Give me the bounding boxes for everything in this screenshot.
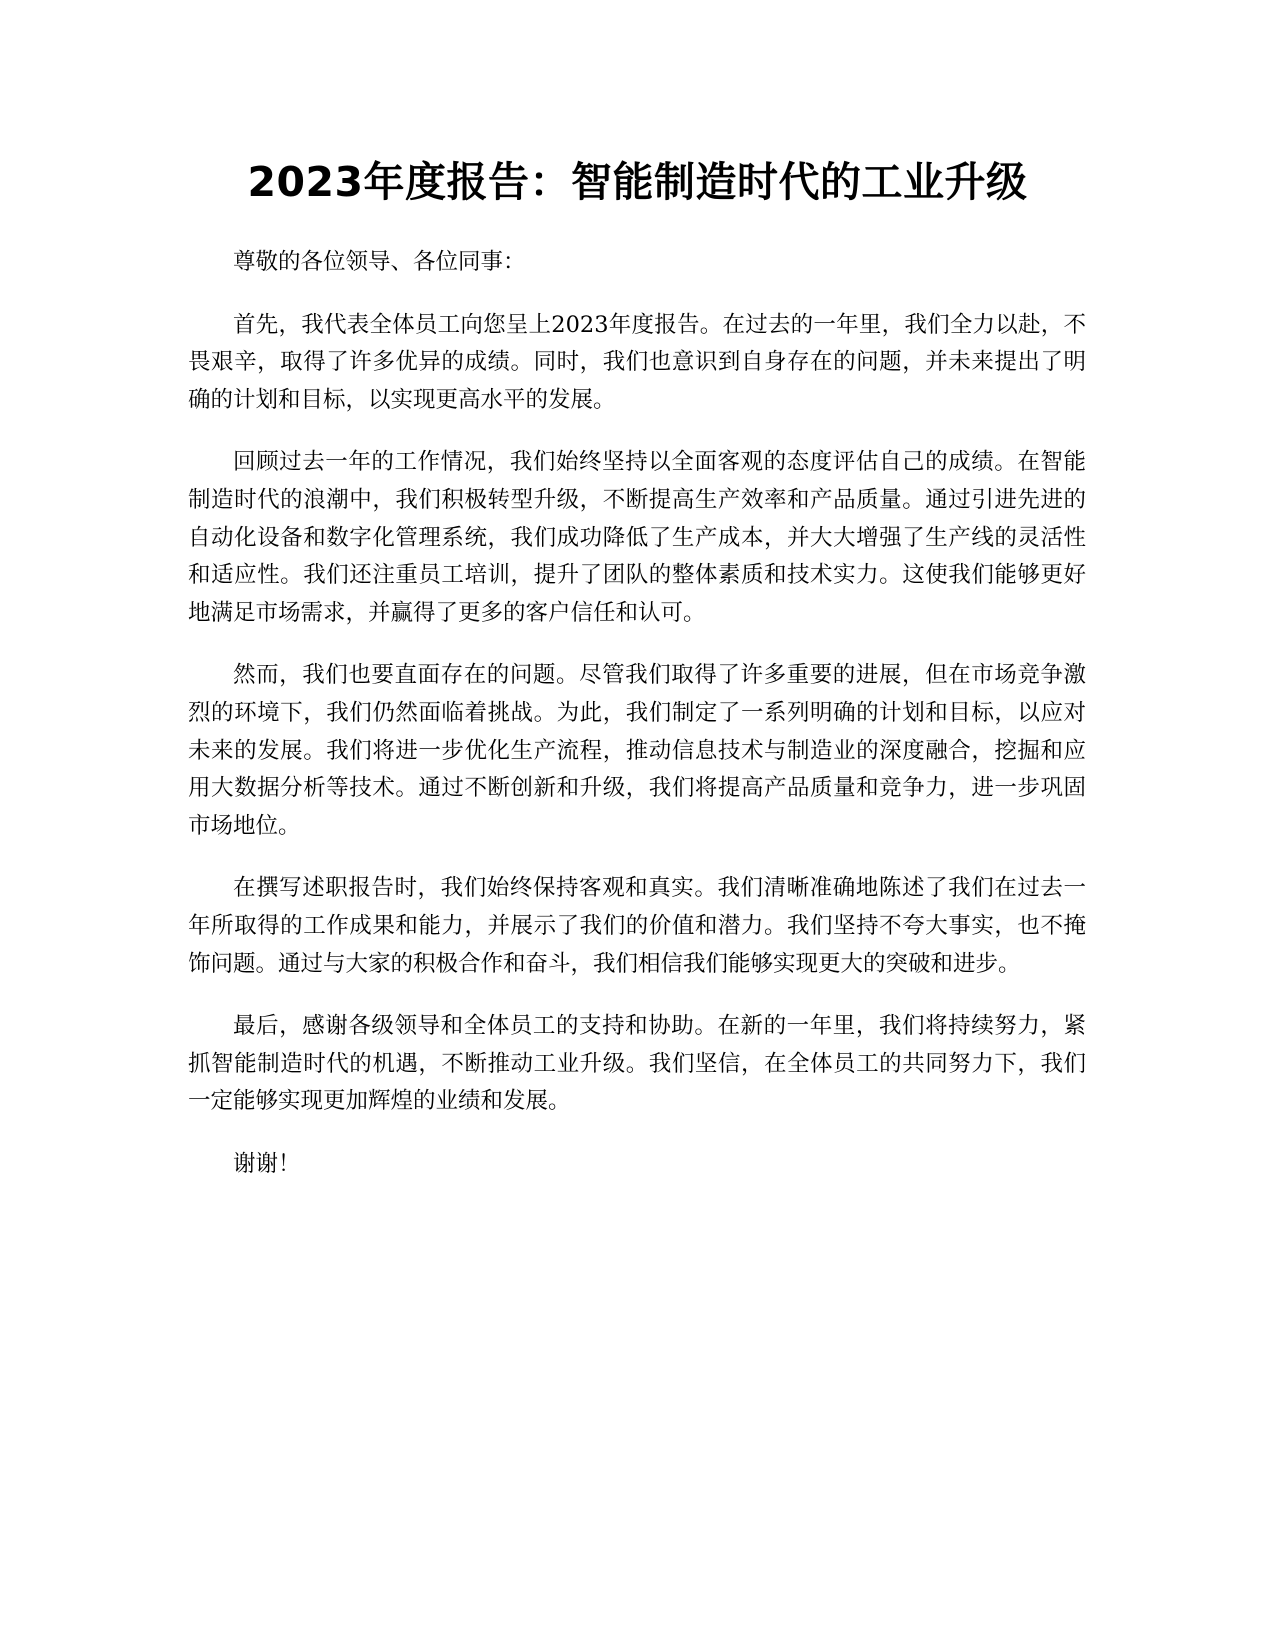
document-body bbox=[188, 244, 1086, 1208]
body-paragraph: 最后，感谢各级领导和全体员工的支持和协助。在新的一年里，我们将持续努力，紧抓智能制造时代的机遇，不断推动工业升级。我们坚信，在全体员工的共同努力下，我们一定能够实现更加辉煌的业绩和发展。 bbox=[188, 1013, 1086, 1115]
body-paragraph: 首先，我代表全体员工向您呈上2023年度报告。在过去的一年里，我们全力以赴，不畏艰辛，取得了许多优异的成绩。同时，我们也意识到自身存在的问题，并未来提出了明确的计划和目标，以实现更高水平的发展。 bbox=[188, 311, 1086, 413]
closing-paragraph: 谢谢！ bbox=[233, 1150, 301, 1177]
body-paragraph: 回顾过去一年的工作情况，我们始终坚持以全面客观的态度评估自己的成绩。在智能制造时代的浪潮中，我们积极转型升级，不断提高生产效率和产品质量。通过引进先进的自动化设备和数字化管理系统，我们成功降低了生产成本，并大大增强了生产线的灵活性和适应性。我们还注重员工培训，提升了团队的整体素质和技术实力。这使我们能够更好地满足市场需求，并赢得了更多的客户信任和认可。 bbox=[188, 449, 1086, 626]
body-paragraph: 在撰写述职报告时，我们始终保持客观和真实。我们清晰准确地陈述了我们在过去一年所取得的工作成果和能力，并展示了我们的价值和潜力。我们坚持不夸大事实，也不掩饰问题。通过与大家的积极合作和奋斗，我们相信我们能够实现更大的突破和进步。 bbox=[188, 875, 1086, 977]
salutation-paragraph: 尊敬的各位领导、各位同事： bbox=[233, 249, 526, 275]
body-paragraph: 然而，我们也要直面存在的问题。尽管我们取得了许多重要的进展，但在市场竞争激烈的环境下，我们仍然面临着挑战。为此，我们制定了一系列明确的计划和目标，以应对未来的发展。我们将进一步优化生产流程，推动信息技术与制造业的深度融合，挖掘和应用大数据分析等技术。通过不断创新和升级，我们将提高产品质量和竞争力，进一步巩固市场地位。 bbox=[188, 662, 1086, 839]
document-title: 2023年度报告：智能制造时代的工业升级 bbox=[247, 158, 1028, 206]
